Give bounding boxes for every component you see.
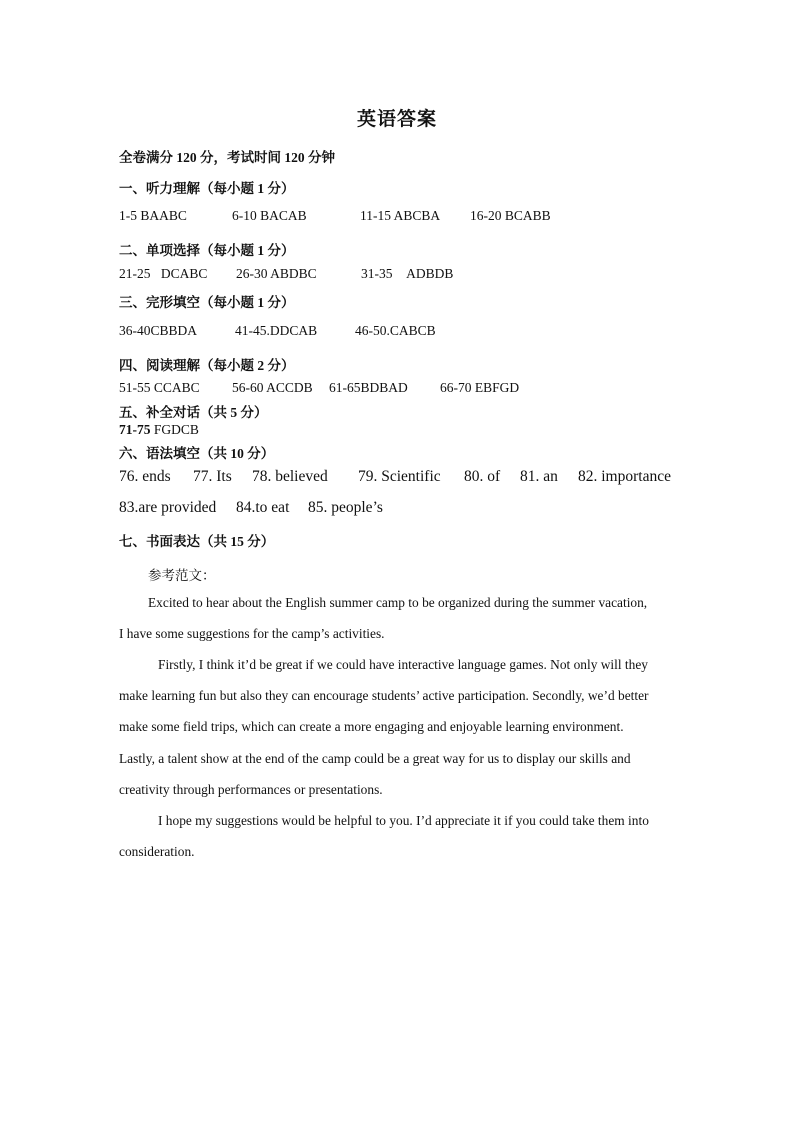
answer-group: 26-30 ABDBC (236, 266, 317, 281)
essay-line: creativity through performances or presentations. (119, 782, 383, 797)
answer-group: 56-60 ACCDB (232, 380, 313, 395)
essay-line: Lastly, a talent show at the end of the camp could be a great way for us to display our skills and (119, 751, 631, 766)
answer-group: 61-65BDBAD (329, 380, 408, 395)
section-6-heading: 六、语法填空（共 10 分） (119, 446, 275, 461)
grammar-answer: 80. of (464, 468, 501, 485)
grammar-answer: 76. ends (119, 468, 171, 485)
section-4-heading: 四、阅读理解（每小题 2 分） (119, 358, 295, 373)
section-1-heading: 一、听力理解（每小题 1 分） (119, 181, 295, 196)
grammar-answer: 77. Its (193, 468, 232, 485)
sample-essay-label: 参考范文： (148, 568, 216, 583)
answer-group: 51-55 CCABC (119, 380, 200, 395)
answer-group: 31-35 ADBDB (361, 266, 454, 281)
answer-group: 11-15 ABCBA (360, 208, 441, 223)
grammar-answer: 85. people’s (308, 499, 383, 516)
answer-group: 41-45.DDCAB (235, 323, 318, 338)
page-title: 英语答案 (356, 109, 437, 130)
grammar-answer: 84.to eat (236, 499, 290, 516)
section-5-heading: 五、补全对话（共 5 分） (119, 405, 268, 420)
exam-info: 全卷满分 120 分，考试时间 120 分钟 (119, 150, 335, 165)
essay-line: Excited to hear about the English summer camp to be organized during the summer vacation, (148, 595, 648, 610)
essay-line: Firstly, I think it’d be great if we could have interactive language games. Not only will they (158, 657, 648, 672)
answer-group: 6-10 BACAB (232, 208, 307, 223)
answer-group: 1-5 BAABC (119, 208, 187, 223)
section-2-heading: 二、单项选择（每小题 1 分） (119, 243, 295, 258)
essay-line: make some field trips, which can create a more engaging and enjoyable learning environment. (119, 719, 624, 734)
answer-group: 16-20 BCABB (470, 208, 551, 223)
grammar-answer: 82. importance (578, 468, 671, 485)
section-3-heading: 三、完形填空（每小题 1 分） (119, 295, 295, 310)
answer-group (119, 422, 199, 438)
answer-letters: FGDCB (153, 422, 199, 437)
answer-group: 46-50.CABCB (355, 323, 436, 338)
answer-range: 71-75 (119, 422, 151, 437)
answer-group: 66-70 EBFGD (440, 380, 520, 395)
essay-line: I have some suggestions for the camp’s activities. (119, 626, 385, 641)
grammar-answer: 81. an (520, 468, 558, 485)
grammar-answer: 78. believed (252, 468, 328, 485)
essay-line: I hope my suggestions would be helpful to you. I’d appreciate it if you could take them into (158, 813, 649, 828)
essay-line: make learning fun but also they can encourage students’ active participation. Secondly, we’d better (119, 688, 649, 703)
grammar-answer: 83.are provided (119, 499, 217, 516)
grammar-answer: 79. Scientific (358, 468, 441, 485)
answer-group: 21-25 DCABC (119, 266, 208, 281)
answer-group: 36-40CBBDA (119, 323, 198, 338)
essay-line: consideration. (119, 844, 195, 859)
section-7-heading: 七、书面表达（共 15 分） (119, 534, 275, 549)
